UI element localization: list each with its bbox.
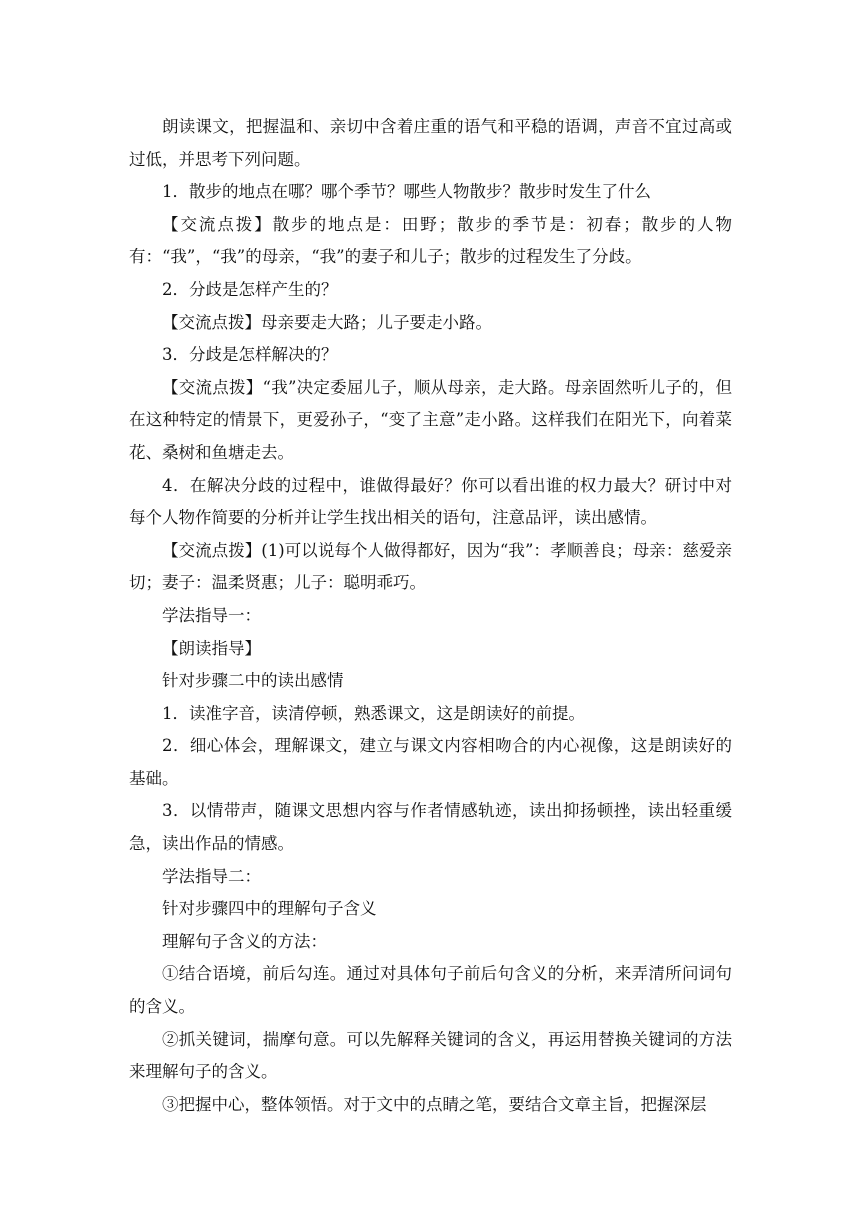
question-2: 2．分歧是怎样产生的？ (162, 279, 338, 299)
paragraph-intro: 朗读课文，把握温和、亲切中含着庄重的语气和平稳的语调，声音不宜过高或过低，并思考下列问题。 (129, 117, 732, 169)
sentence-method-2: ②抓关键词，揣摩句意。可以先解释关键词的含义，再运用替换关键词的方法来理解句子的含义。 (129, 1029, 732, 1082)
document-page (129, 111, 732, 1121)
method-guide-2-heading: 学法指导二： (162, 866, 261, 886)
reading-guide-point-3: 3．以情带声，随课文思想内容与作者情感轨迹，读出抑扬顿挫，读出轻重缓急，读出作品的情感。 (129, 801, 732, 854)
question-1: 1．散步的地点在哪？哪个季节？哪些人物散步？散步时发生了什么 (162, 182, 651, 202)
method-guide-1-heading: 学法指导一： (162, 605, 261, 625)
sentence-method-3: ③把握中心，整体领悟。对于文中的点睛之笔，要结合文章主旨，把握深层 (162, 1094, 707, 1114)
sentence-guide-target: 针对步骤四中的理解句子含义 (162, 899, 377, 919)
question-3: 3．分歧是怎样解决的？ (162, 345, 338, 365)
question-4: 4．在解决分歧的过程中，谁做得最好？你可以看出谁的权力最大？研讨中对每个人物作简要的分析并让学生找出相关的语句，注意品评，读出感情。 (129, 475, 732, 528)
reading-guide-point-2: 2．细心体会，理解课文，建立与课文内容相吻合的内心视像，这是朗读好的基础。 (129, 736, 732, 788)
answer-3: 【交流点拨】“我”决定委屈儿子，顺从母亲，走大路。母亲固然听儿子的，但在这种特定的情景下，更爱孙子，“变了主意”走小路。这样我们在阳光下，向着菜花、桑树和鱼塘走去。 (129, 377, 732, 462)
sentence-method-1: ①结合语境，前后勾连。通过对具体句子前后句含义的分析，来弄清所问词句的含义。 (129, 964, 732, 1017)
sentence-method-heading: 理解句子含义的方法： (162, 931, 327, 951)
reading-guide-point-1: 1．读准字音，读清停顿，熟悉课文，这是朗读好的前提。 (162, 703, 585, 723)
reading-guide-target: 针对步骤二中的读出感情 (162, 671, 344, 691)
answer-4: 【交流点拨】(1)可以说每个人做得都好，因为“我”：孝顺善良；母亲：慈爱亲切；妻子：温柔贤惠；儿子：聪明乖巧。 (129, 540, 732, 593)
answer-1: 【交流点拨】散步的地点是：田野；散步的季节是：初春；散步的人物有：“我”，“我”的母亲，“我”的妻子和儿子；散步的过程发生了分歧。 (129, 214, 732, 267)
answer-2: 【交流点拨】母亲要走大路；儿子要走小路。 (162, 312, 492, 332)
reading-guide-heading: 【朗读指导】 (162, 638, 261, 658)
